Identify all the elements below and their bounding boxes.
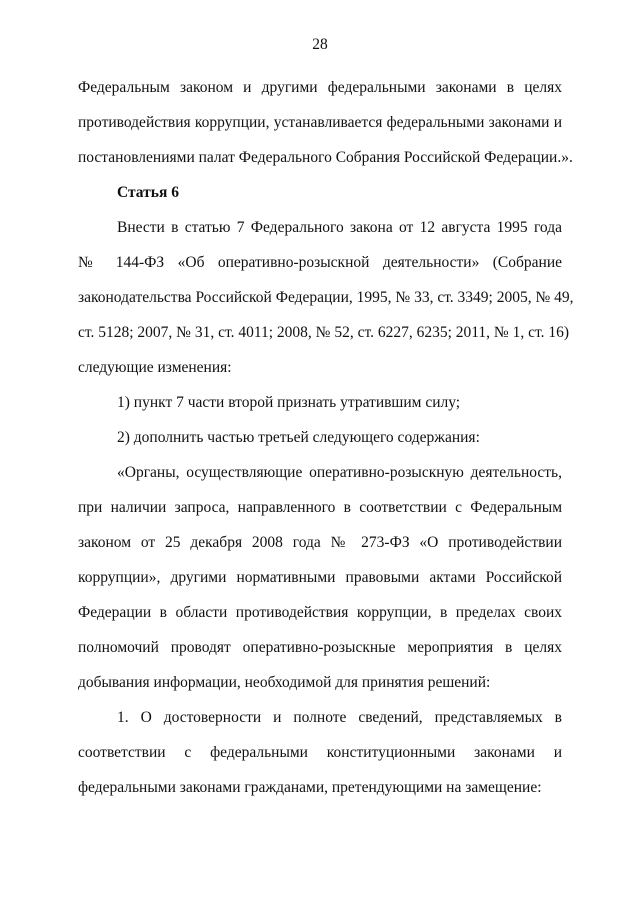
text-line: Федеральным законом и другими федеральными законами в целях	[78, 79, 562, 96]
page-number: 28	[312, 36, 328, 53]
text-line: соответствии с федеральными конституционными законами и	[78, 744, 562, 761]
text-line: ст. 5128; 2007, № 31, ст. 4011; 2008, № 52, ст. 6227, 6235; 2011, № 1, ст. 16)	[78, 324, 569, 341]
article-heading: Статья 6	[117, 184, 179, 201]
text-line: при наличии запроса, направленного в соответствии с Федеральным	[78, 499, 562, 516]
text-line: законодательства Российской Федерации, 1995, № 33, ст. 3349; 2005, № 49,	[78, 289, 574, 306]
text-line: Внести в статью 7 Федерального закона от 12 августа 1995 года	[117, 219, 562, 236]
list-item: 1) пункт 7 части второй признать утратившим силу;	[117, 394, 461, 411]
text-line: «Органы, осуществляющие оперативно-розыскную деятельность,	[117, 464, 562, 481]
text-line: № 144-ФЗ «Об оперативно-розыскной деятельности» (Собрание	[78, 254, 562, 271]
text-line: законом от 25 декабря 2008 года № 273-ФЗ «О противодействии	[78, 534, 562, 551]
text-line: следующие изменения:	[78, 359, 232, 376]
text-line: постановлениями палат Федерального Собрания Российской Федерации.».	[78, 149, 573, 166]
text-line: коррупции», другими нормативными правовыми актами Российской	[78, 569, 562, 586]
list-item: 2) дополнить частью третьей следующего содержания:	[117, 429, 480, 446]
text-line: добывания информации, необходимой для принятия решений:	[78, 674, 491, 691]
text-line: федеральными законами гражданами, претендующими на замещение:	[78, 779, 542, 796]
text-line: полномочий проводят оперативно-розыскные мероприятия в целях	[78, 639, 562, 656]
text-line: противодействия коррупции, устанавливается федеральными законами и	[78, 114, 562, 131]
text-line: Федерации в области противодействия коррупции, в пределах своих	[78, 604, 562, 621]
list-item: 1. О достоверности и полноте сведений, представляемых в	[117, 709, 562, 726]
